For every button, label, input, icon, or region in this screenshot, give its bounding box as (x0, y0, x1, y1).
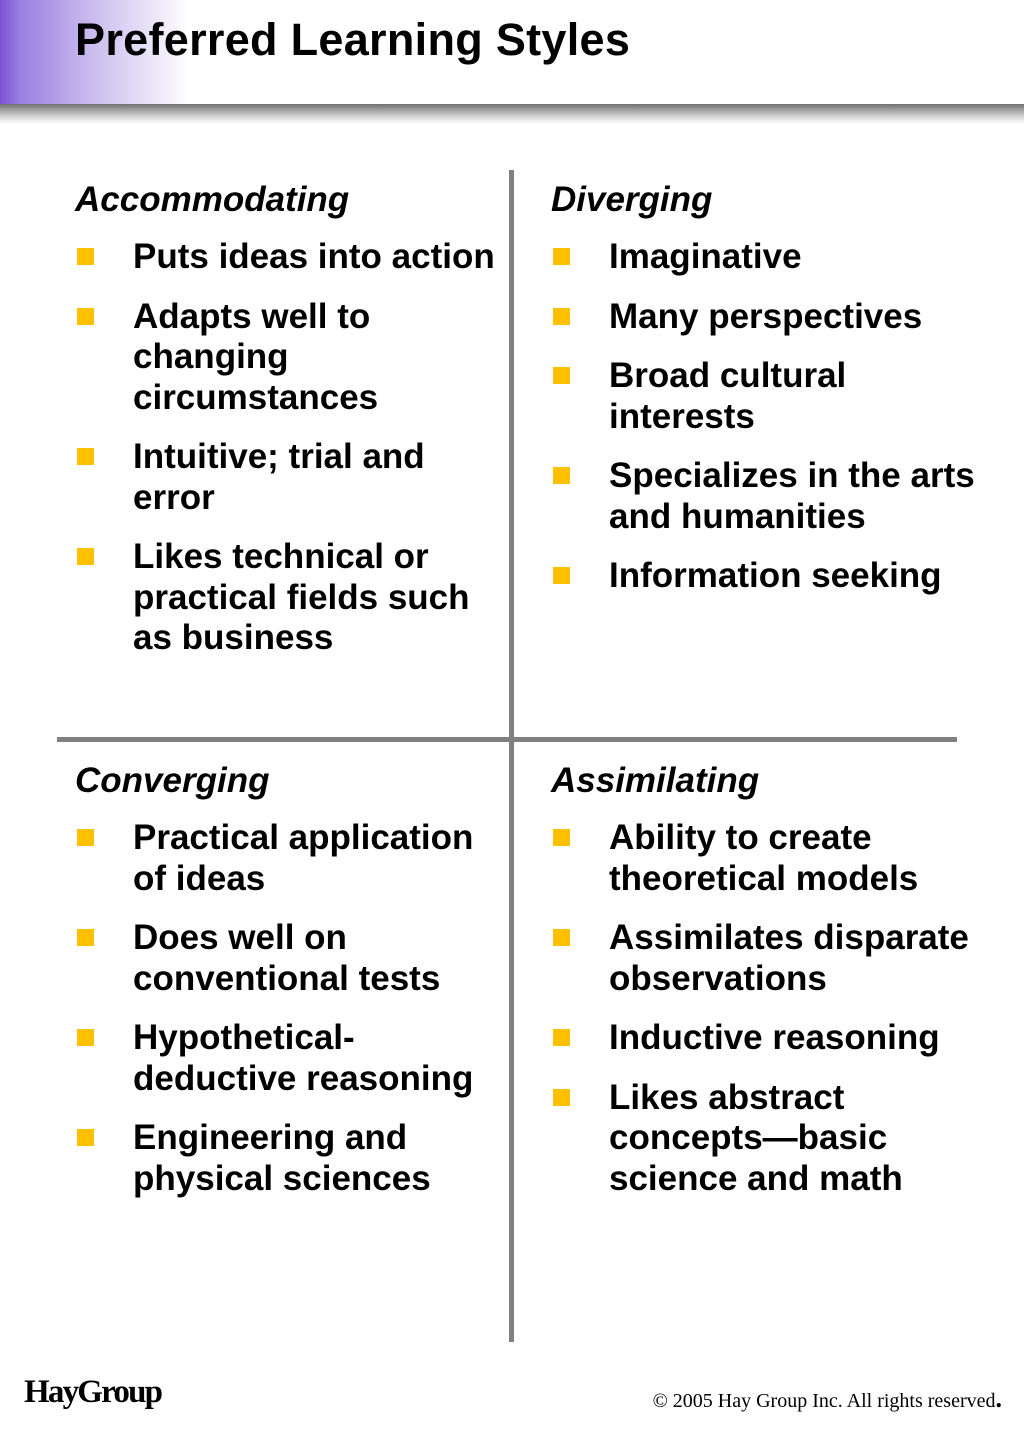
horizontal-divider (57, 737, 957, 742)
list-item-text: Likes technical or practical fields such as business (133, 537, 470, 657)
square-bullet-icon (77, 448, 94, 465)
square-bullet-icon (553, 248, 570, 265)
square-bullet-icon (77, 929, 94, 946)
list-item (551, 237, 991, 278)
list-item-text: Likes abstract concepts—basic science and math (609, 1077, 903, 1198)
list-item (551, 1018, 991, 1059)
list-item-text: Specializes in the arts and humanities (609, 456, 975, 536)
bullet-list (75, 818, 505, 1199)
list-item (75, 297, 505, 419)
square-bullet-icon (77, 829, 94, 846)
list-item-text: Puts ideas into action (133, 237, 495, 276)
list-item (75, 818, 505, 899)
page-title: Preferred Learning Styles (75, 14, 631, 65)
list-item (75, 918, 505, 999)
list-item-text: Many perspectives (609, 296, 923, 336)
list-item-text: Hypothetical-deductive reasoning (133, 1018, 474, 1098)
list-item (551, 918, 991, 999)
bullet-list (75, 237, 505, 659)
list-item (75, 1018, 505, 1099)
list-item-text: Practical application of ideas (133, 818, 474, 898)
quadrant-heading: Converging (75, 761, 270, 800)
copyright-period: . (995, 1384, 1002, 1413)
list-item-text: Assimilates disparate observations (609, 918, 969, 998)
list-item-text: Inductive reasoning (609, 1018, 940, 1057)
list-item (551, 1078, 991, 1200)
quadrant-heading: Accommodating (75, 180, 350, 219)
list-item (75, 437, 505, 518)
square-bullet-icon (553, 467, 570, 484)
list-item (75, 1118, 505, 1199)
square-bullet-icon (77, 308, 94, 325)
list-item (551, 556, 991, 597)
list-item-text: Intuitive; trial and error (133, 437, 425, 517)
list-item-text: Engineering and physical sciences (133, 1118, 431, 1198)
quadrant-assimilating (551, 759, 991, 1218)
list-item (551, 456, 991, 537)
quadrant-converging (75, 759, 505, 1218)
quadrant-heading: Assimilating (551, 761, 760, 800)
copyright-text: © 2005 Hay Group Inc. All rights reserved (652, 1390, 996, 1412)
list-item-text: Imaginative (609, 237, 802, 276)
square-bullet-icon (553, 308, 570, 325)
list-item (551, 818, 991, 899)
bullet-list (551, 237, 991, 597)
square-bullet-icon (553, 1089, 570, 1106)
list-item (551, 297, 991, 338)
title-underline-rule (0, 104, 1024, 124)
list-item (75, 237, 505, 278)
square-bullet-icon (553, 367, 570, 384)
square-bullet-icon (553, 567, 570, 584)
list-item-text: Does well on conventional tests (133, 918, 441, 998)
square-bullet-icon (77, 548, 94, 565)
haygroup-logo: HayGroup (24, 1374, 162, 1410)
list-item (551, 356, 991, 437)
list-item-text: Adapts well to changing circumstances (133, 296, 379, 417)
list-item (75, 537, 505, 659)
quadrant-diverging (551, 178, 991, 616)
quadrant-accommodating (75, 178, 505, 678)
copyright-notice (653, 1386, 1002, 1414)
list-item-text: Information seeking (609, 556, 942, 595)
list-item-text: Broad cultural interests (609, 356, 847, 436)
square-bullet-icon (77, 248, 94, 265)
square-bullet-icon (553, 829, 570, 846)
vertical-divider (509, 170, 514, 1342)
list-item-text: Ability to create theoretical models (609, 818, 919, 898)
square-bullet-icon (77, 1029, 94, 1046)
square-bullet-icon (77, 1129, 94, 1146)
bullet-list (551, 818, 991, 1199)
quadrant-heading: Diverging (551, 180, 713, 219)
square-bullet-icon (553, 1029, 570, 1046)
square-bullet-icon (553, 929, 570, 946)
